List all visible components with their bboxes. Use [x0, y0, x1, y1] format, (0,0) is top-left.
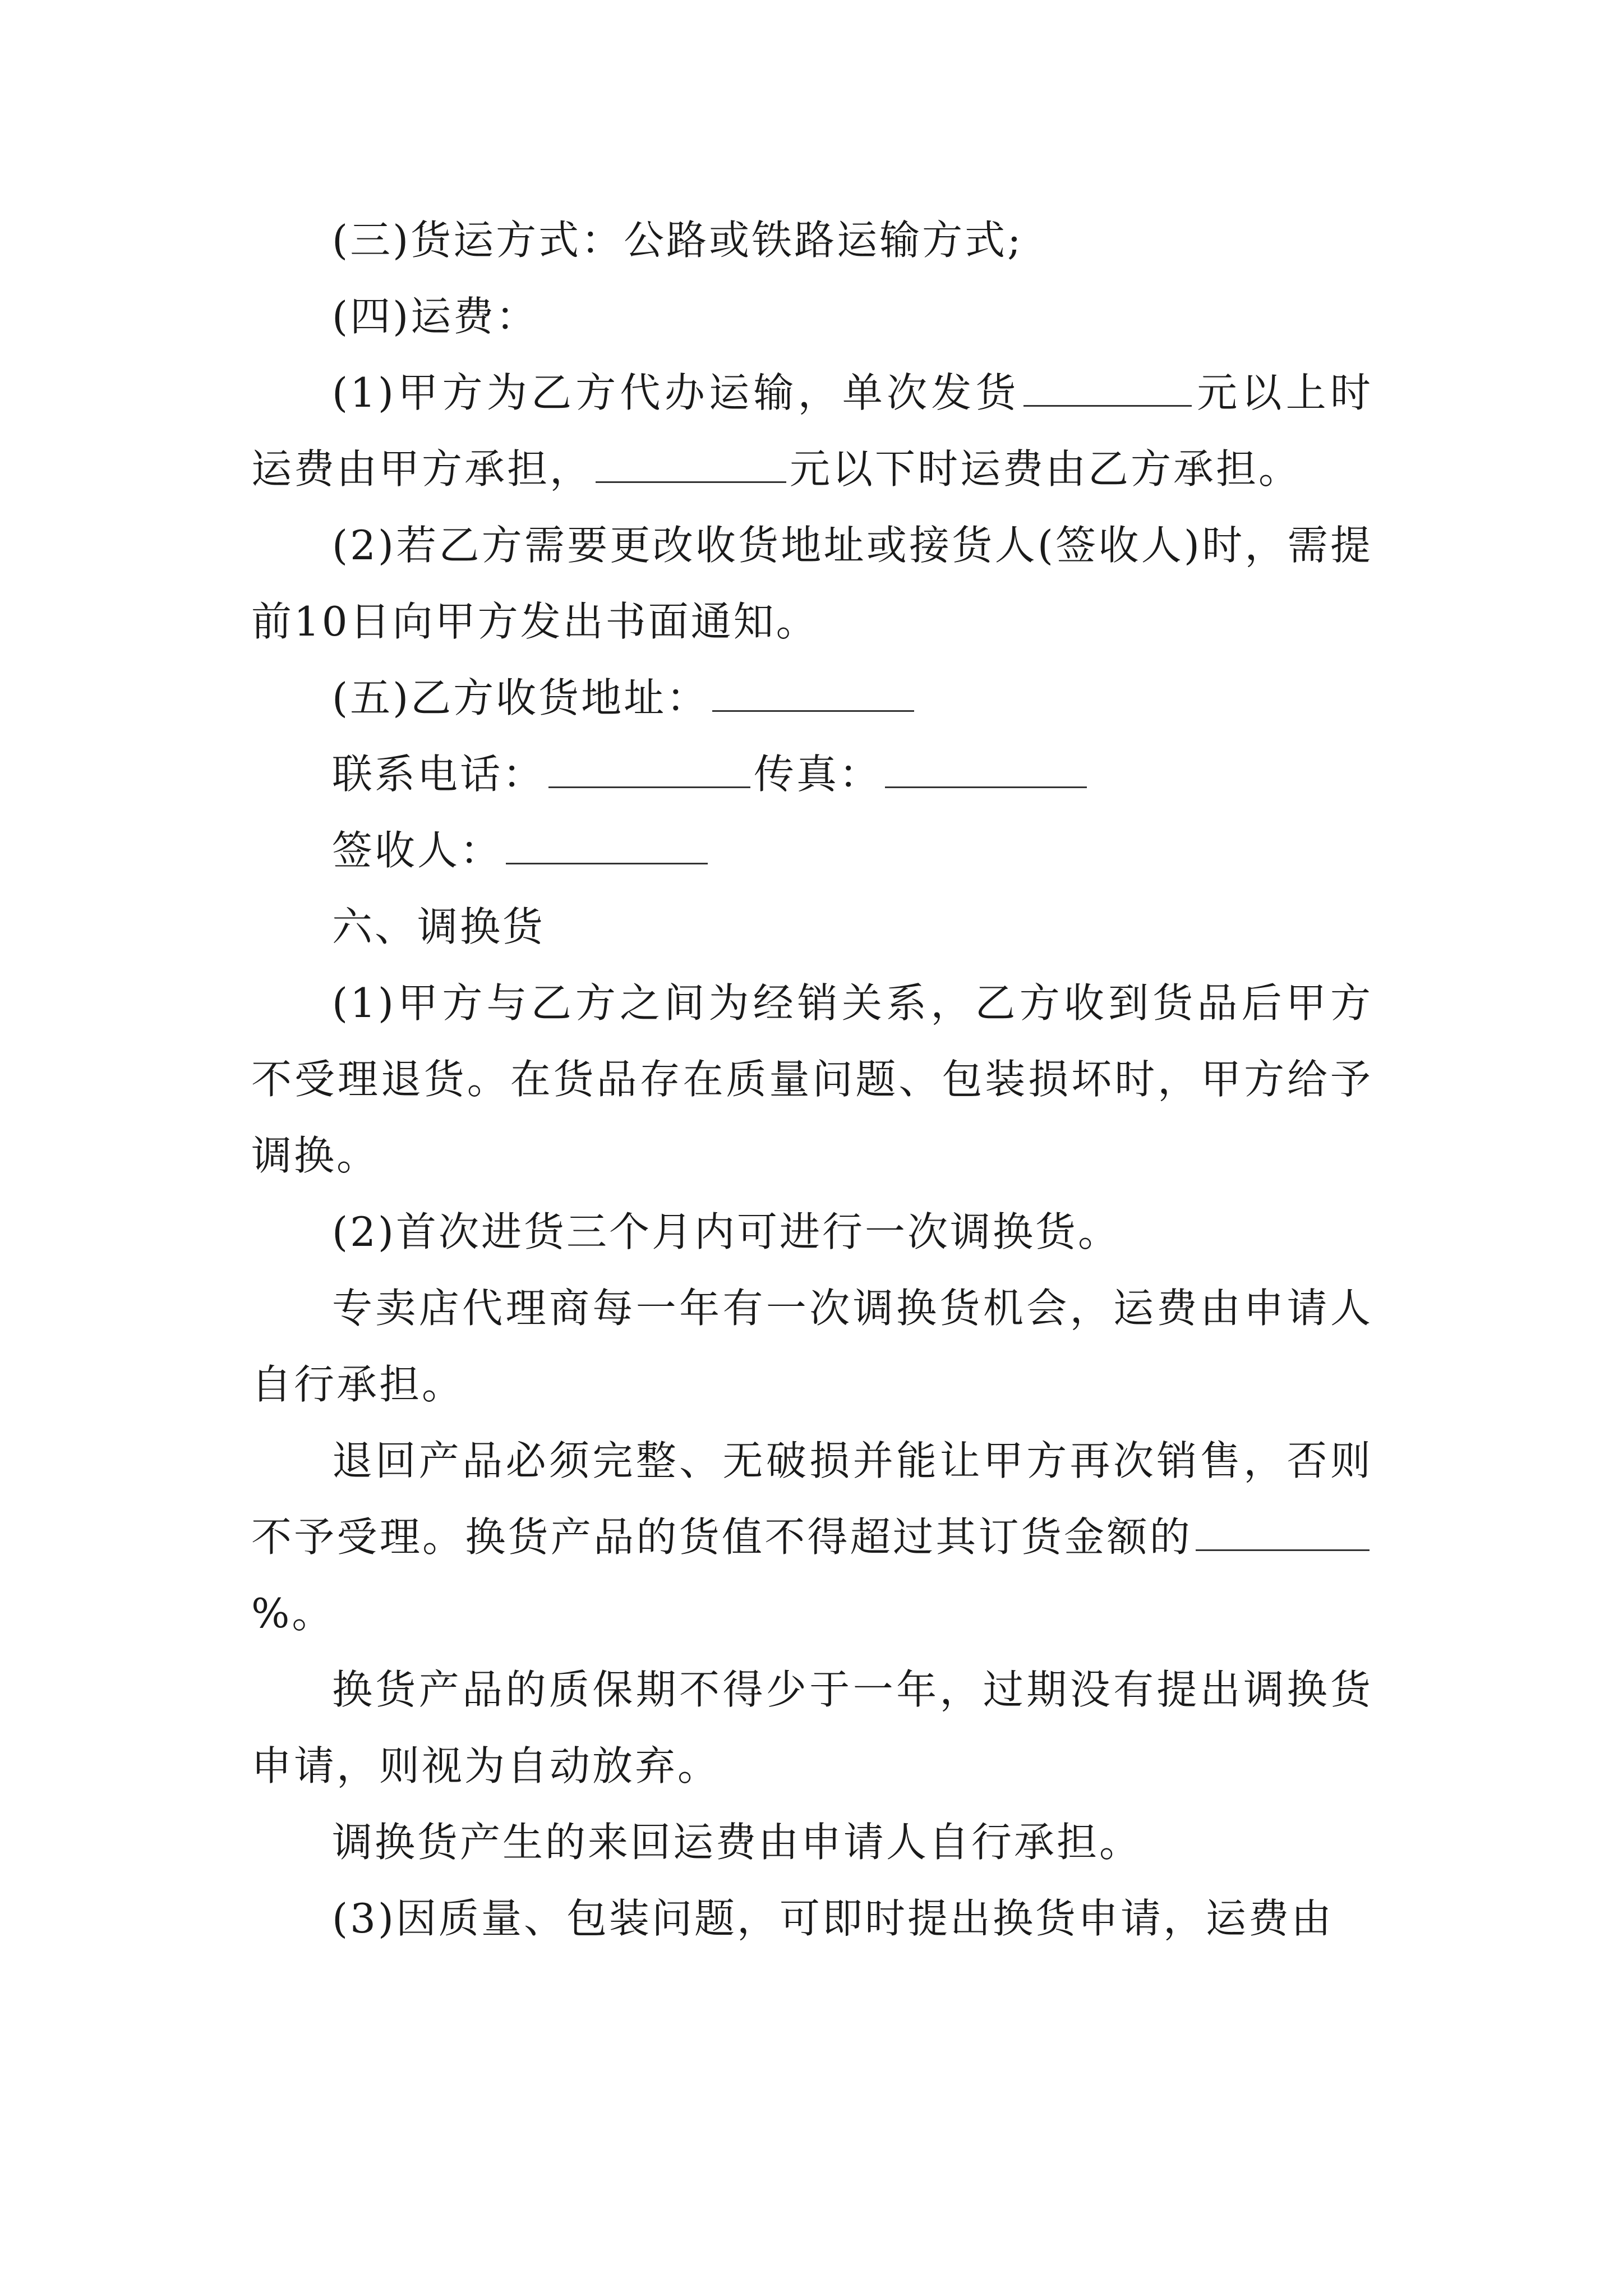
freight-cost-heading	[251, 278, 1373, 355]
shipment-amount-upper-blank[interactable]	[1023, 366, 1192, 407]
percent-sign-text: %。	[251, 1590, 335, 1637]
exchange-clause-2-text: (2)首次进货三个月内可进行一次调换货。	[332, 1208, 1121, 1255]
signer-label: 签收人：	[332, 827, 503, 874]
exchange-percentage-blank[interactable]	[1196, 1510, 1370, 1551]
exchange-clause-1-text: (1)甲方与乙方之间为经销关系，乙方收到货品后甲方不受理退货。在货品存在质量问题、包装损坏时，甲方给予调换。	[251, 979, 1373, 1179]
fax-blank[interactable]	[885, 747, 1087, 788]
round-trip-freight-text: 调换货产生的来回运费由申请人自行承担。	[332, 1819, 1142, 1866]
warranty-text: 换货产品的质保期不得少于一年，过期没有提出调换货申请，则视为自动放弃。	[251, 1666, 1373, 1789]
signer-blank[interactable]	[506, 823, 708, 864]
freight-cost-clause-1	[251, 355, 1373, 507]
contact-line	[251, 736, 1373, 812]
exchange-clause-3-text: (3)因质量、包装问题，可即时提出换货申请，运费由	[332, 1895, 1334, 1942]
warranty-paragraph	[251, 1651, 1373, 1804]
fax-label: 传真：	[754, 751, 882, 798]
agent-exchange-paragraph	[251, 1270, 1373, 1423]
round-trip-freight-paragraph	[251, 1804, 1373, 1880]
contract-body	[251, 202, 1373, 1957]
receiving-address-blank[interactable]	[712, 671, 914, 712]
return-condition-text: 退回产品必须完整、无破损并能让甲方再次销售，否则不予受理。换货产品的货值不得超过其订货金额的	[251, 1437, 1373, 1561]
clause-1-text-c: 元以下时运费由乙方承担。	[790, 445, 1302, 493]
phone-blank[interactable]	[548, 747, 750, 788]
section-six-heading	[251, 889, 1373, 965]
freight-cost-clause-2	[251, 507, 1373, 660]
exchange-clause-3	[251, 1880, 1373, 1957]
receiving-address-line	[251, 660, 1373, 736]
section-six-heading-text: 六、调换货	[332, 903, 546, 950]
clause-1-text-a: (1)甲方为乙方代办运输，单次发货	[332, 369, 1020, 416]
return-condition-paragraph	[251, 1423, 1373, 1651]
exchange-clause-2	[251, 1194, 1373, 1270]
receiving-address-label: (五)乙方收货地址：	[332, 674, 709, 721]
exchange-clause-1	[251, 965, 1373, 1194]
freight-method-text: (三)货运方式：公路或铁路运输方式;	[332, 217, 1023, 264]
freight-method-paragraph	[251, 202, 1373, 278]
freight-cost-heading-text: (四)运费：	[332, 293, 539, 340]
shipment-amount-lower-blank[interactable]	[596, 442, 786, 483]
clause-2-text: (2)若乙方需要更改收货地址或接货人(签收人)时，需提前10日向甲方发出书面通知。	[251, 522, 1373, 645]
phone-label: 联系电话：	[332, 751, 546, 798]
clause-1-text-b: 元以上时运费由甲方承担，	[251, 369, 1373, 493]
agent-exchange-text: 专卖店代理商每一年有一次调换货机会，运费由申请人自行承担。	[251, 1285, 1373, 1408]
signer-line	[251, 812, 1373, 889]
